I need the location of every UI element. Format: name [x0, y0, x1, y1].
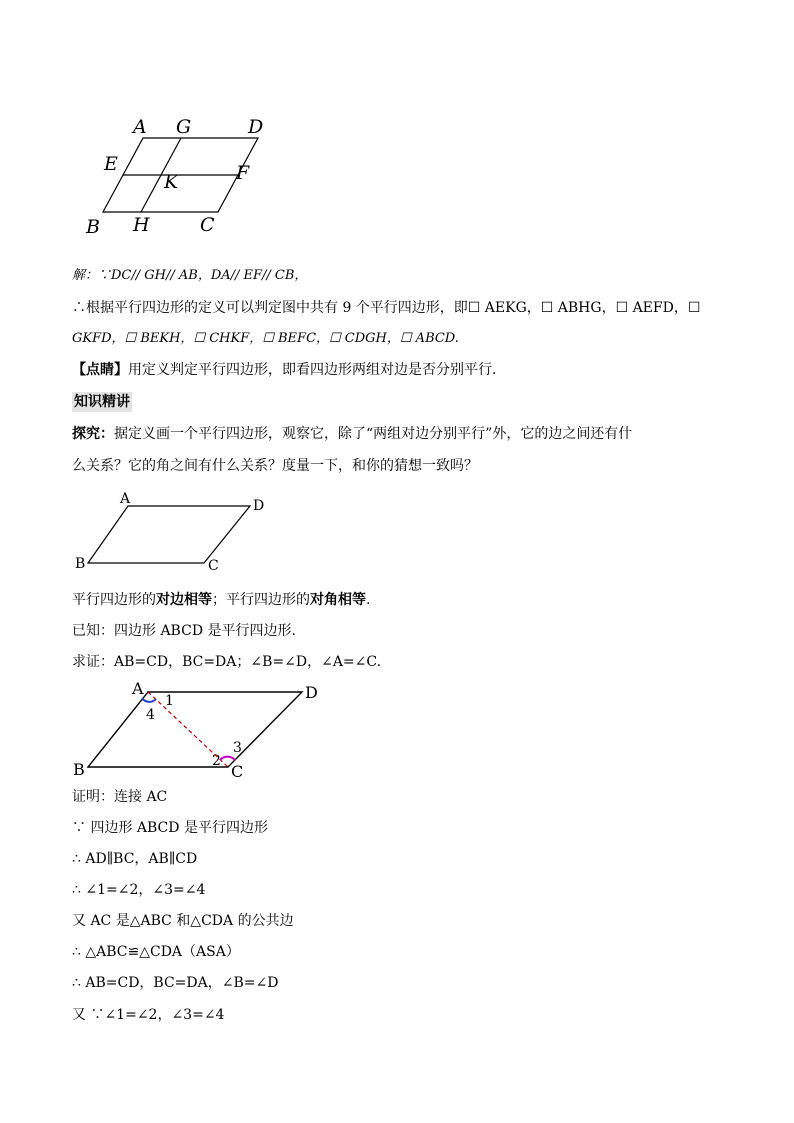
- property-bold-1: 对边相等: [156, 592, 212, 608]
- label-a: A: [120, 491, 131, 507]
- proof-step-4: ∴ ∠1=∠2，∠3=∠4: [72, 882, 206, 898]
- label-a: A: [133, 116, 147, 138]
- label-b: B: [73, 760, 85, 779]
- proof-step-3: ∴ AD∥BC，AB∥CD: [72, 851, 198, 867]
- tip-label: 【点睛】: [72, 362, 128, 378]
- property-text-2: ；平行四边形的: [212, 592, 310, 608]
- property-line: [72, 590, 370, 610]
- label-e: E: [104, 153, 118, 175]
- label-b: B: [86, 216, 100, 238]
- proof-step-7: ∴ AB=CD，BC=DA，∠B=∠D: [72, 975, 279, 991]
- label-h: H: [133, 214, 150, 236]
- label-b: B: [75, 556, 86, 572]
- proof-step-8: 又 ∵∠1=∠2，∠3=∠4: [72, 1007, 225, 1023]
- label-d: D: [305, 683, 318, 702]
- label-a: A: [132, 679, 144, 698]
- solution-line-2: ∴根据平行四边形的定义可以判定图中共有 9 个平行四边形，即☐ AEKG，☐ ABHG，☐ AEFD，☐: [72, 300, 701, 316]
- solution-line-1: 解：∵DC// GH// AB，DA// EF// CB，: [72, 268, 308, 283]
- label-f: F: [236, 162, 250, 184]
- angle-label-2: 2: [212, 753, 221, 769]
- angle-label-4: 4: [146, 707, 155, 723]
- prove-line: 求证：AB=CD，BC=DA；∠B=∠D，∠A=∠C.: [72, 654, 382, 670]
- property-text-1: 平行四边形的: [72, 592, 156, 608]
- proof-step-5: 又 AC 是△ABC 和△CDA 的公共边: [72, 913, 294, 929]
- explore-text-1: 据定义画一个平行四边形，观察它，除了“两组对边分别平行”外，它的边之间还有什: [114, 426, 633, 442]
- angle-arc-a: [142, 698, 156, 702]
- tip-line: [72, 360, 496, 380]
- explore-line-1: [72, 424, 632, 444]
- angle-arc-c: [220, 757, 235, 760]
- tip-text: 用定义判定平行四边形，即看四边形两组对边是否分别平行.: [128, 362, 497, 378]
- label-d: D: [253, 498, 265, 514]
- figure-parallelogram-plain: [70, 488, 280, 580]
- explore-label: 探究：: [72, 426, 114, 442]
- solution-line-3: GKFD，☐ BEKH，☐ CHKF，☐ BEFC，☐ CDGH，☐ ABCD.: [72, 331, 459, 346]
- property-bold-2: 对角相等: [310, 592, 366, 608]
- angle-label-3: 3: [233, 740, 242, 756]
- label-k: K: [164, 171, 179, 193]
- explore-line-2: 么关系？它的角之间有什么关系？度量一下，和你的猜想一致吗？: [72, 458, 478, 474]
- figure-parallelogram-diagonal: [70, 678, 330, 783]
- figure-parallelogram-grid: [80, 110, 280, 240]
- label-c: C: [231, 762, 244, 781]
- property-text-3: .: [366, 592, 371, 608]
- label-d: D: [248, 116, 264, 138]
- proof-step-2: ∵ 四边形 ABCD 是平行四边形: [72, 820, 268, 836]
- section-heading: 知识精讲: [74, 394, 130, 410]
- given-line: 已知：四边形 ABCD 是平行四边形.: [72, 623, 296, 639]
- proof-step-1: 证明：连接 AC: [72, 789, 168, 805]
- label-c: C: [208, 558, 219, 574]
- label-c: C: [200, 214, 215, 236]
- angle-label-1: 1: [165, 693, 174, 709]
- label-g: G: [176, 116, 192, 138]
- proof-step-6: ∴ △ABC≌△CDA（ASA）: [72, 944, 240, 960]
